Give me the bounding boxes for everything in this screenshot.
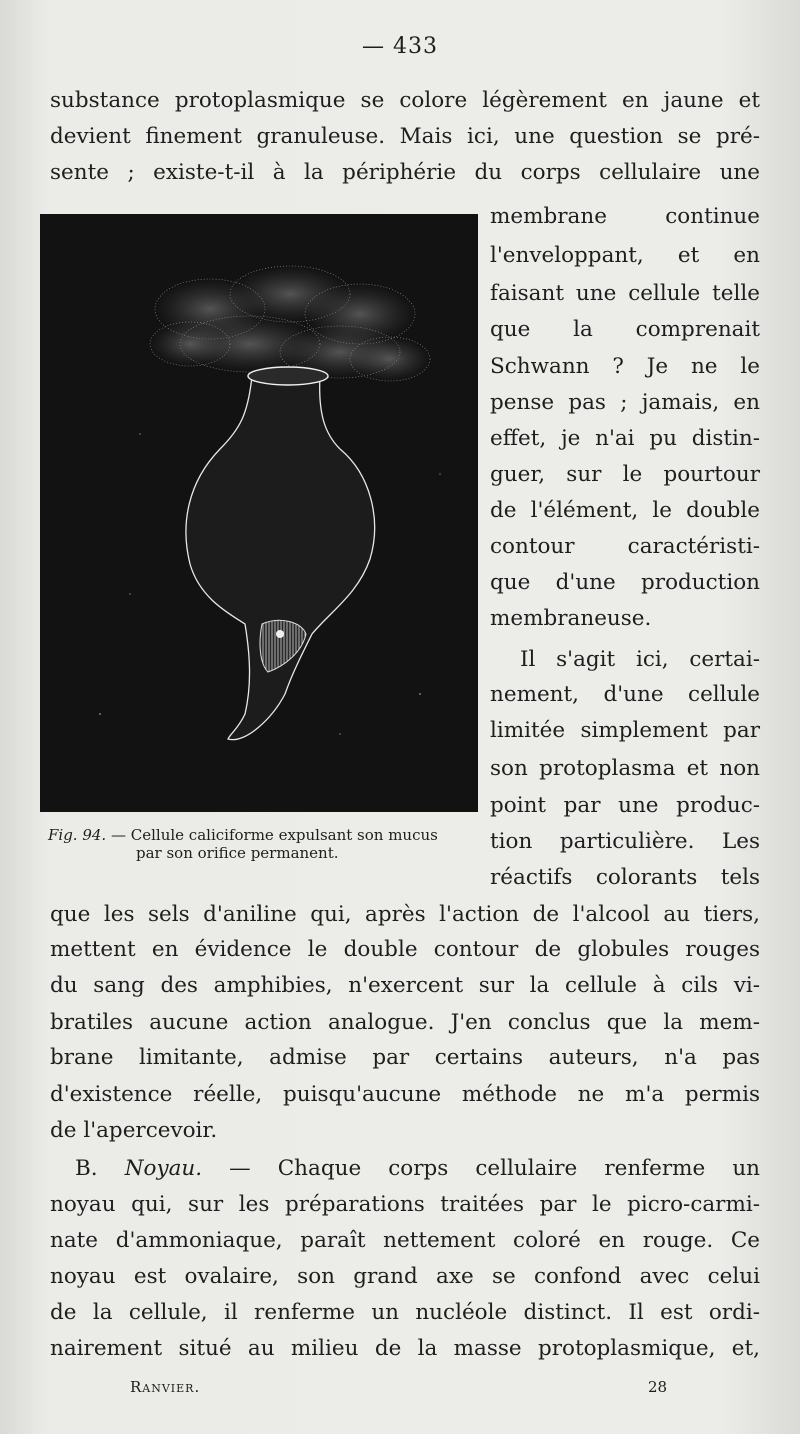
text-line: point par une produc- xyxy=(490,793,760,818)
text-line: limitée simplement par xyxy=(490,718,760,743)
text-line: réactifs colorants tels xyxy=(490,865,760,890)
text-line: que d'une production xyxy=(490,570,760,595)
figure-label: Fig. 94. xyxy=(48,826,107,844)
text-line: nairement situé au milieu de la masse protoplasmique, et, xyxy=(50,1336,760,1361)
text-line: contour caractéristi- xyxy=(490,534,760,559)
section-heading-line xyxy=(75,1154,760,1184)
figure-plate xyxy=(40,214,478,812)
text-line: devient finement granuleuse. Mais ici, une question se pré- xyxy=(50,124,760,149)
goblet-cell-illustration xyxy=(40,214,478,812)
text-line: substance protoplasmique se colore légèrement en jaune et xyxy=(50,88,760,113)
cell-body xyxy=(186,376,375,740)
caption-line: par son orifice permanent. xyxy=(136,844,339,862)
section-title: Noyau. xyxy=(124,1156,203,1181)
text-line: mettent en évidence le double contour de globules rouges xyxy=(50,937,760,962)
text-line: d'existence réelle, puisqu'aucune méthode ne m'a permis xyxy=(50,1082,760,1107)
section-prefix: B. xyxy=(75,1156,125,1181)
text-line: pense pas ; jamais, en xyxy=(490,390,760,415)
text-line: du sang des amphibies, n'exercent sur la cellule à cils vi- xyxy=(50,973,760,998)
text-line: de l'apercevoir. xyxy=(50,1118,218,1143)
cell-orifice xyxy=(248,367,328,385)
text-line: membraneuse. xyxy=(490,606,652,631)
nucleus xyxy=(260,620,306,672)
footer-author: Ranvier. xyxy=(130,1378,201,1396)
text-line: nate d'ammoniaque, paraît nettement coloré en rouge. Ce xyxy=(50,1228,760,1253)
mucus-cloud xyxy=(150,266,430,381)
text-line: l'enveloppant, et en xyxy=(490,243,760,268)
text-line: son protoplasma et non xyxy=(490,756,760,781)
section-text: — Chaque corps cellulaire renferme un xyxy=(202,1156,761,1181)
text-line: que la comprenait xyxy=(490,317,760,342)
page-number: — 433 xyxy=(362,34,438,59)
caption-line: — Cellule caliciforme expulsant son mucus xyxy=(110,826,438,844)
nucleolus xyxy=(276,630,284,638)
text-line: de l'élément, le double xyxy=(490,498,760,523)
text-line: Schwann ? Je ne le xyxy=(490,354,760,379)
footer-signature-number: 28 xyxy=(648,1378,668,1396)
text-line: sente ; existe-t-il à la périphérie du corps cellulaire une xyxy=(50,160,760,185)
text-line: nement, d'une cellule xyxy=(490,682,760,707)
text-line: faisant une cellule telle xyxy=(490,281,760,306)
text-line: brane limitante, admise par certains auteurs, n'a pas xyxy=(50,1045,760,1070)
figure-caption xyxy=(48,826,484,862)
text-line: noyau est ovalaire, son grand axe se confond avec celui xyxy=(50,1264,760,1289)
text-line: effet, je n'ai pu distin- xyxy=(490,426,760,451)
text-line: bratiles aucune action analogue. J'en conclus que la mem- xyxy=(50,1010,760,1035)
text-line: que les sels d'aniline qui, après l'action de l'alcool au tiers, xyxy=(50,902,760,927)
text-line: membrane continue xyxy=(490,204,760,229)
text-line: de la cellule, il renferme un nucléole distinct. Il est ordi- xyxy=(50,1300,760,1325)
text-line: noyau qui, sur les préparations traitées par le picro-carmi- xyxy=(50,1192,760,1217)
text-line: Il s'agit ici, certai- xyxy=(520,647,760,672)
text-line: guer, sur le pourtour xyxy=(490,462,760,487)
text-line: tion particulière. Les xyxy=(490,829,760,854)
